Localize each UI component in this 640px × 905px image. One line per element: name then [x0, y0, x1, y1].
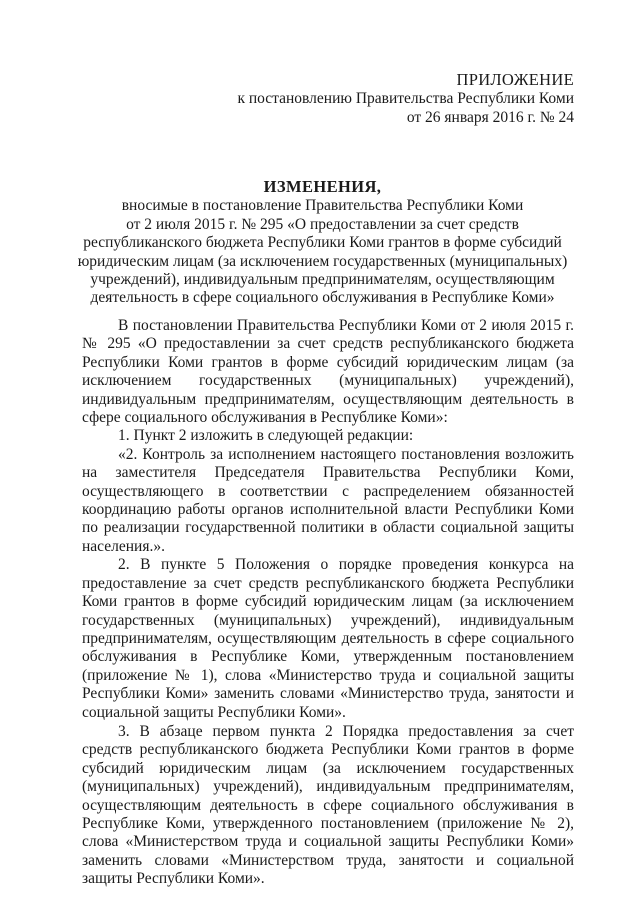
item-2-paragraph: 2. В пункте 5 Положения о порядке проведения конкурса на предоставление за счет средств республиканского бюджета Республики Коми грантов в форме субсидий юридическим лицам (за исключением государственных (муниципальных) учреждений), индивидуальным предпринимателям, осуществляющим деятельность в сфере социального обслуживания в Республике Коми, утвержденным постановлением (приложение № 1), слова «Министерство труда и социальной защиты Республики Коми» заменить словами «Министерство труда, занятости и социальной защиты Республики Коми». [82, 556, 574, 721]
appendix-reference: к постановлению Правительства Республики Коми [237, 90, 574, 107]
heading-line: вносимые в постановление Правительства Республики Коми [121, 197, 524, 215]
heading-line: деятельность в сфере социального обслуживания в Республике Коми» [90, 289, 555, 307]
appendix-title: ПРИЛОЖЕНИЕ [456, 70, 574, 89]
appendix-date: от 26 января 2016 г. № 24 [406, 109, 574, 126]
item-1-quote-paragraph: «2. Контроль за исполнением настоящего постановления возложить на заместителя Председателя Правительства Республики Коми, осуществляющего в соответствии с распределением обязанностей координацию работы органов исполнительной власти Республики Коми по реализации государственной политики в области социальной защиты населения.». [82, 445, 574, 555]
document-body [82, 317, 574, 889]
heading-line: юридическим лицам (за исключением государственных (муниципальных) [77, 252, 568, 270]
appendix-header [237, 70, 574, 127]
heading-line: учреждений), индивидуальным предпринимателям, осуществляющим [90, 271, 555, 289]
intro-paragraph: В постановлении Правительства Республики Коми от 2 июля 2015 г. № 295 «О предоставлении за счет средств республиканского бюджета Республики Коми грантов в форме субсидий юридическим лицам (за исключением государственных (муниципальных) учреждений), индивидуальным предпринимателям, осуществляющим деятельность в сфере социального обслуживания в Республике Коми»: [82, 317, 574, 427]
heading-title: ИЗМЕНЕНИЯ, [263, 177, 382, 196]
item-1-paragraph: 1. Пункт 2 изложить в следующей редакции: [118, 427, 414, 445]
heading-line: от 2 июля 2015 г. № 295 «О предоставлении за счет средств [126, 215, 519, 233]
document-heading [70, 178, 575, 308]
heading-line: республиканского бюджета Республики Коми грантов в форме субсидий [83, 234, 562, 252]
item-3-paragraph: 3. В абзаце первом пункта 2 Порядка предоставления за счет средств республиканского бюджета Республики Коми грантов в форме субсидий юридическим лицам (за исключением государственных (муниципальных) учреждений), индивидуальным предпринимателям, осуществляющим деятельность в сфере социального обслуживания в Республике Коми, утвержденного постановлением (приложение № 2), слова «Министерством труда и социальной защиты Республики Коми» заменить словами «Министерством труда, занятости и социальной защиты Республики Коми». [82, 722, 574, 888]
